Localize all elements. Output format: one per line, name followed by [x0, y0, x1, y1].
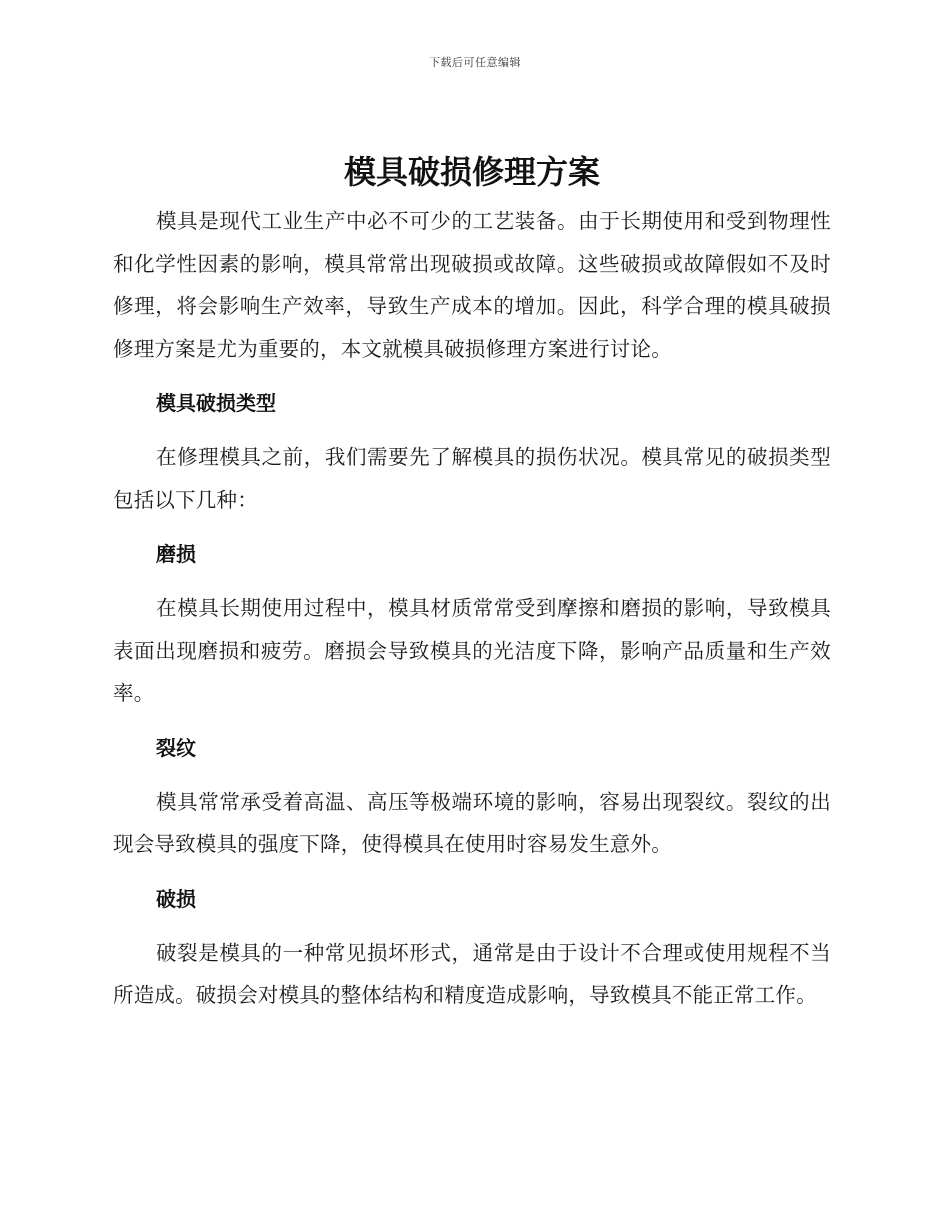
section-heading-damage-types: 模具破损类型: [156, 391, 276, 415]
document-body: [113, 148, 831, 1017]
document-title: 模具破损修理方案: [343, 153, 600, 191]
section-body-cracks: 模具常常承受着高温、高压等极端环境的影响，容易出现裂纹。裂纹的出现会导致模具的强度下降，使得模具在使用时容易发生意外。: [113, 789, 831, 856]
section-body-damage-types: 在修理模具之前，我们需要先了解模具的损伤状况。模具常见的破损类型包括以下几种：: [113, 445, 831, 512]
section-heading-breakage: 破损: [156, 886, 196, 911]
section-heading-cracks: 裂纹: [156, 735, 196, 760]
intro-paragraph: 模具是现代工业生产中必不可少的工艺装备。由于长期使用和受到物理性和化学性因素的影响，模具常常出现破损或故障。这些破损或故障假如不及时修理，将会影响生产效率，导致生产成本的增加。因此，科学合理的模具破损修理方案是尤为重要的，本文就模具破损修理方案进行讨论。: [113, 209, 831, 361]
section-heading-wear: 磨损: [156, 542, 196, 566]
section-body-breakage: 破裂是模具的一种常见损坏形式，通常是由于设计不合理或使用规程不当所造成。破损会对模具的整体结构和精度造成影响，导致模具不能正常工作。: [113, 940, 831, 1007]
header-note: 下载后可任意编辑: [429, 56, 521, 69]
section-body-wear: 在模具长期使用过程中，模具材质常常受到摩擦和磨损的影响，导致模具表面出现磨损和疲劳。磨损会导致模具的光洁度下降，影响产品质量和生产效率。: [113, 596, 831, 705]
